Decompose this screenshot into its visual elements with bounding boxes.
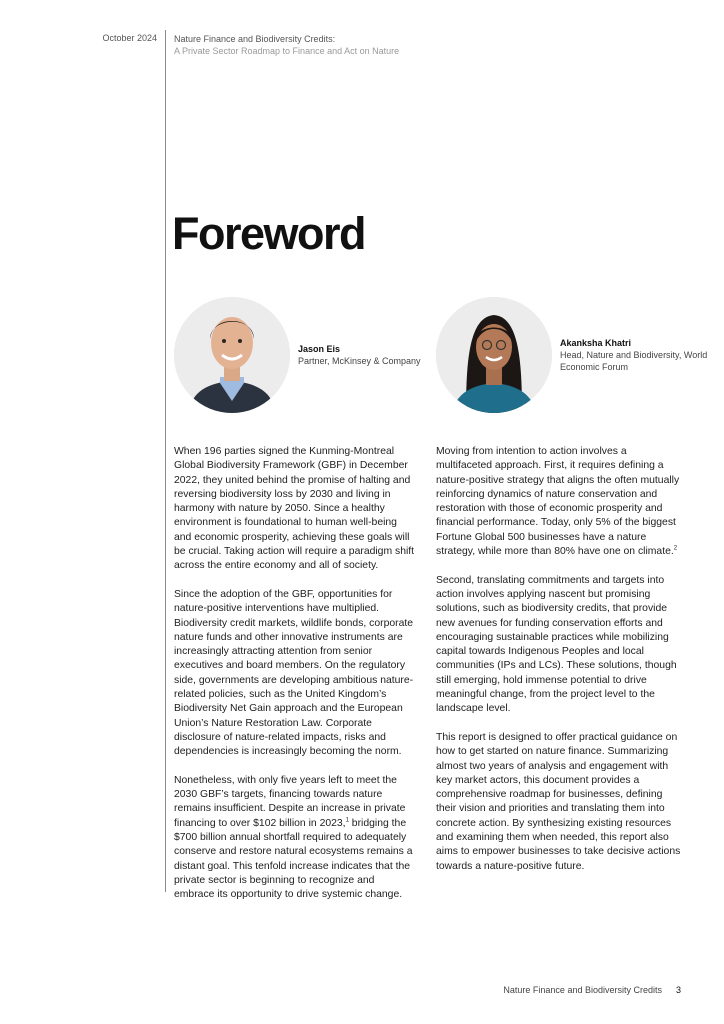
person-role: Head, Nature and Biodiversity, World Economic Forum	[560, 350, 708, 372]
paragraph-text: Moving from intention to action involves a multifaceted approach. First, it requires defining a nature-positive strategy that aligns the often mutually reinforcing dynamics of nature conservation and restoration with those of economic prosperity and financial performance. Today, only 5% of the biggest Fortune Global 500 businesses have a nature strategy, while more than 80% have one on climate.	[436, 446, 680, 558]
person-akanksha-khatri	[560, 337, 720, 373]
portrait-jason-eis	[174, 297, 290, 413]
person-name: Jason Eis	[298, 344, 341, 354]
page-title: Foreword	[172, 208, 366, 259]
person-role: Partner, McKinsey & Company	[298, 356, 421, 366]
margin-rule	[165, 30, 166, 892]
header-title: Nature Finance and Biodiversity Credits:	[174, 34, 336, 44]
header-subtitle: A Private Sector Roadmap to Finance and Act on Nature	[174, 46, 400, 56]
header-title-block	[174, 33, 399, 57]
footnote-ref-1: 1	[345, 817, 349, 824]
header-date: October 2024	[102, 33, 157, 43]
paragraph: This report is designed to offer practical guidance on how to get started on nature finance. Summarizing almost two years of analysis and engagement with key market actors, this document provides a comprehensive roadmap for businesses, defining their vision and priorities and translating them into concrete action. By synthesizing existing resources and examining them when needed, this report also aims to empower businesses to take decisive actions towards a nature-positive future.	[436, 731, 681, 872]
paragraph: When 196 parties signed the Kunming-Montreal Global Biodiversity Framework (GBF) in December 2022, they united behind the promise of halting and reversing biodiversity loss by 2030 and living in harmony with nature by 2050. Since a healthy environment is foundational to human well-being and economic prosperity, achieving these goals will be crucial. Taking action will require a paradigm shift across the entire economy and all of society.	[174, 446, 415, 572]
right-column	[436, 445, 684, 888]
portrait-akanksha-khatri	[436, 297, 552, 413]
paragraph: Since the adoption of the GBF, opportunities for nature-positive interventions have multiplied. Biodiversity credit markets, wildlife bonds, corporate nature funds and other innovative instruments are increasingly attracting attention from senior executives and board members. On the regulatory side, governments are developing ambitious nature-related policies, such as the United Kingdom’s Biodiversity Net Gain approach and the European Union’s Nature Restoration Law. Corporate disclosure of nature-related impacts, risks and dependencies is increasingly becoming the norm.	[174, 588, 414, 758]
paragraph-text: bridging the $700 billion annual shortfall required to adequately conserve and restore natural ecosystems remains a distant goal. This tenfold increase indicates that the private sector is beginning to recognize and embrace its opportunity to drive systemic change.	[174, 817, 413, 901]
paragraph	[174, 774, 417, 903]
paragraph	[436, 445, 684, 559]
footnote-ref-2: 2	[673, 545, 678, 552]
paragraph-text: Nonetheless, with only five years left to meet the 2030 GBF’s targets, financing towards nature remains insufficient. Despite an increase in private financing to over $102 billion in 2023,	[174, 774, 406, 829]
person-jason-eis	[298, 343, 421, 367]
page-footer	[503, 985, 681, 995]
person-name: Akanksha Khatri	[560, 338, 632, 348]
footer-title: Nature Finance and Biodiversity Credits	[503, 985, 662, 995]
paragraph: Second, translating commitments and targets into action involves applying nascent but promising solutions, such as biodiversity credits, that provide new avenues for funding conservation efforts and encouraging sustainable practices while mobilizing capital towards Indigenous Peoples and local communities (IPs and LCs). These solutions, though still emerging, hold immense potential to drive meaningful change, from the project level to the landscape level.	[436, 574, 677, 715]
page-number: 3	[675, 985, 681, 995]
left-column	[174, 445, 417, 917]
